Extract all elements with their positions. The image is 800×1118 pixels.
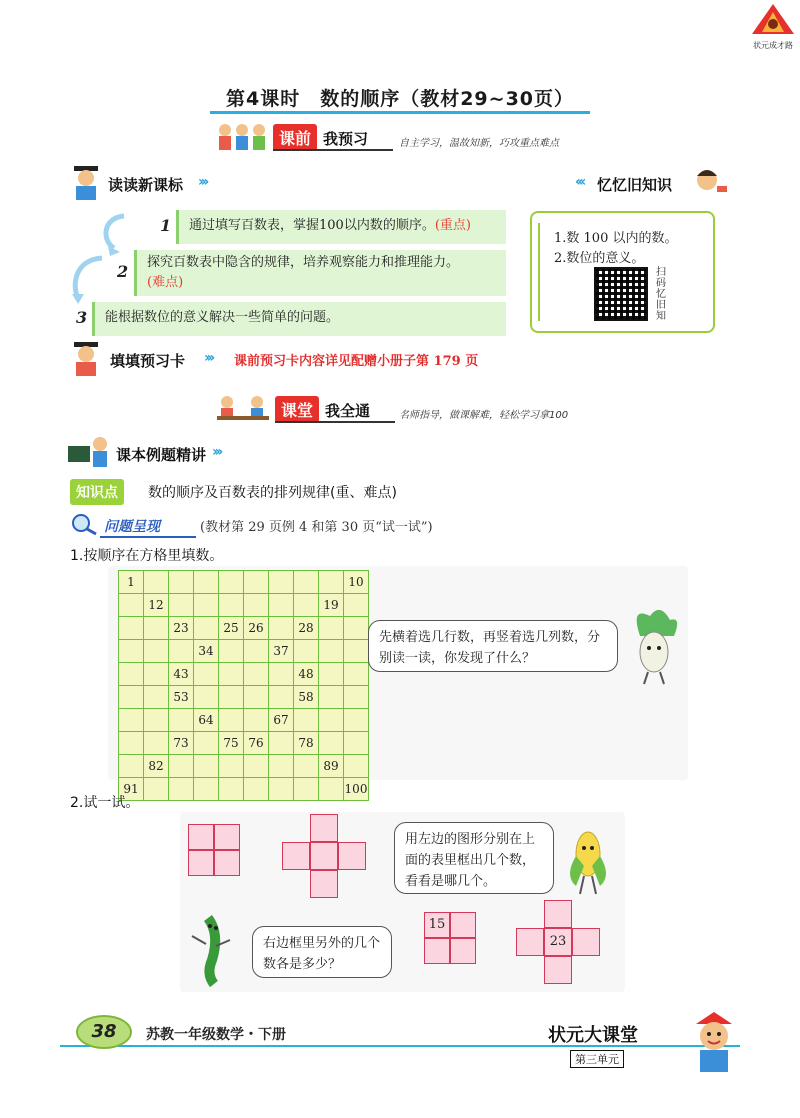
teacher-blackboard-icon: [68, 434, 112, 470]
hundred-chart-cell: [319, 778, 344, 801]
goal-1-text: 通过填写百数表，掌握100以内数的顺序。: [189, 218, 435, 233]
footer-brand: 状元大课堂: [548, 1025, 638, 1046]
goal-2-tag: (难点): [147, 275, 184, 290]
hundred-chart-cell: 10: [344, 571, 369, 594]
double-chevron-icon: ›››: [198, 174, 207, 190]
hundred-chart-cell: [244, 594, 269, 617]
hundred-chart-cell: 53: [169, 686, 194, 709]
hundred-chart-cell: [119, 755, 144, 778]
hundred-chart-cell: [244, 686, 269, 709]
hundred-chart-cell: [269, 617, 294, 640]
hundred-chart-cell: [194, 755, 219, 778]
hundred-chart-cell: [269, 732, 294, 755]
hundred-chart-cell: 67: [269, 709, 294, 732]
preview-card-header: [70, 340, 240, 376]
hundred-chart-cell: [169, 755, 194, 778]
cross-cell: [338, 842, 366, 870]
goal-1: [176, 210, 506, 244]
hundred-chart-cell: [219, 640, 244, 663]
hundred-chart: [118, 570, 369, 801]
hundred-chart-cell: [344, 732, 369, 755]
cross-cell: [544, 956, 572, 984]
hundred-chart-row: [119, 594, 369, 617]
hundred-chart-cell: 73: [169, 732, 194, 755]
logo-triangle-icon: [750, 2, 796, 36]
footer-book-title: 苏教一年级数学・下册: [146, 1027, 286, 1043]
preview-name: 我预习: [323, 130, 369, 148]
hundred-chart-cell: [269, 755, 294, 778]
cross-shape: [282, 814, 366, 898]
double-chevron-icon: ›››: [212, 444, 221, 460]
bean-character-icon: [186, 914, 236, 990]
magnifier-icon: [70, 512, 100, 536]
hundred-chart-cell: [269, 778, 294, 801]
hundred-chart-cell: [194, 571, 219, 594]
classroom-badge: 课堂: [275, 396, 319, 423]
review-item-1: 1.数 100 以内的数。: [554, 231, 678, 246]
students-reading-icon: [215, 122, 269, 152]
hundred-chart-row: [119, 732, 369, 755]
classroom-rule: [275, 421, 395, 423]
knowledge-point-badge: 知识点: [70, 479, 124, 505]
review-box: [530, 211, 715, 333]
hundred-chart-row: [119, 571, 369, 594]
hundred-chart-cell: 34: [194, 640, 219, 663]
hundred-chart-cell: [144, 709, 169, 732]
square-cell: [450, 912, 476, 938]
hundred-chart-cell: [269, 663, 294, 686]
cross-shape-filled: [516, 900, 600, 984]
hundred-chart-cell: [144, 732, 169, 755]
hundred-chart-row: [119, 663, 369, 686]
goal-2-number: 2: [117, 262, 129, 281]
preview-card-note: 课前预习卡内容详见配赠小册子第 179 页: [234, 354, 479, 369]
hundred-chart-cell: [119, 663, 144, 686]
lesson-title: 第4课时 数的顺序（教材29~30页）: [225, 88, 575, 110]
hundred-chart-cell: [219, 594, 244, 617]
hundred-chart-cell: [244, 778, 269, 801]
square-cell: [188, 850, 214, 876]
square-cell-value: 15: [424, 912, 450, 938]
hundred-chart-cell: [319, 732, 344, 755]
hundred-chart-cell: [294, 778, 319, 801]
hundred-chart-cell: [319, 709, 344, 732]
hundred-chart-row: [119, 778, 369, 801]
hundred-chart-cell: [194, 778, 219, 801]
review-header: [575, 164, 735, 200]
goal-2-text: 探究百数表中隐含的规律，培养观察能力和推理能力。: [147, 255, 460, 270]
square-shape: [188, 824, 244, 880]
goal-2: [134, 250, 506, 296]
cross-cell: [282, 842, 310, 870]
preview-header: [215, 122, 595, 152]
hundred-chart-cell: [344, 755, 369, 778]
hundred-chart-cell: [244, 571, 269, 594]
cross-cell: [310, 870, 338, 898]
hundred-chart-cell: 64: [194, 709, 219, 732]
hundred-chart-cell: [319, 686, 344, 709]
preview-slogan: 自主学习，温故知新，巧攻重点难点: [399, 138, 559, 149]
knowledge-point-text: 数的顺序及百数表的排列规律(重、难点): [148, 485, 397, 501]
hundred-chart-row: [119, 755, 369, 778]
hundred-chart-cell: [219, 778, 244, 801]
hundred-chart-cell: [244, 663, 269, 686]
hundred-chart-cell: 76: [244, 732, 269, 755]
square-cell: [214, 824, 240, 850]
hundred-chart-cell: [344, 640, 369, 663]
footer-line: [60, 1045, 740, 1047]
hundred-chart-cell: [344, 663, 369, 686]
hundred-chart-cell: 12: [144, 594, 169, 617]
hundred-chart-row: [119, 686, 369, 709]
hundred-chart-cell: [194, 617, 219, 640]
hundred-chart-cell: [344, 709, 369, 732]
double-chevron-left-icon: ‹‹‹: [575, 174, 584, 190]
cross-cell-value: 23: [544, 928, 572, 956]
hundred-chart-cell: 100: [344, 778, 369, 801]
hundred-chart-cell: [294, 571, 319, 594]
hundred-chart-cell: [294, 709, 319, 732]
hundred-chart-cell: [119, 732, 144, 755]
teacher-avatar-icon: [70, 340, 104, 376]
question-2-bubble-bottom: 右边框里另外的几个数各是多少？: [252, 926, 392, 978]
hundred-chart-cell: [144, 640, 169, 663]
hundred-chart-cell: [169, 640, 194, 663]
hundred-chart-cell: [319, 571, 344, 594]
goal-1-tag: (重点): [434, 218, 471, 233]
hundred-chart-cell: 25: [219, 617, 244, 640]
read-standards-header: [70, 164, 230, 200]
square-cell: [450, 938, 476, 964]
logo-text: 状元成才路: [753, 41, 793, 50]
hundred-chart-cell: [319, 663, 344, 686]
corn-character-icon: [562, 826, 612, 896]
footer-unit: 第三单元: [570, 1050, 624, 1068]
hundred-chart-cell: [269, 571, 294, 594]
hundred-chart-cell: [144, 571, 169, 594]
question-1-text: 1.按顺序在方格里填数。: [70, 548, 224, 564]
hundred-chart-cell: [344, 686, 369, 709]
examples-header: [68, 434, 238, 470]
hundred-chart-cell: 26: [244, 617, 269, 640]
question-2-text: 2.试一试。: [70, 795, 140, 811]
hundred-chart-cell: [144, 778, 169, 801]
qr-code[interactable]: [594, 267, 648, 321]
hundred-chart-cell: 48: [294, 663, 319, 686]
hundred-chart-cell: 1: [119, 571, 144, 594]
review-item-2: 2.数位的意义。: [554, 251, 645, 266]
hundred-chart-cell: [219, 571, 244, 594]
cross-cell: [572, 928, 600, 956]
teacher-avatar-icon: [70, 164, 104, 200]
hundred-chart-cell: [169, 778, 194, 801]
hundred-chart-cell: 58: [294, 686, 319, 709]
hundred-chart-cell: [169, 594, 194, 617]
page-number: 38: [76, 1015, 132, 1049]
hundred-chart-row: [119, 709, 369, 732]
hundred-chart-cell: [319, 640, 344, 663]
examples-label: 课本例题精讲: [116, 446, 207, 464]
cross-cell: [544, 900, 572, 928]
question-2-bubble-top: 用左边的图形分别在上面的表里框出几个数，看看是哪几个。: [394, 822, 554, 894]
goal-3: [92, 302, 506, 336]
hundred-chart-cell: [294, 755, 319, 778]
cross-cell: [516, 928, 544, 956]
students-desk-icon: [215, 394, 271, 424]
hundred-chart-cell: [194, 594, 219, 617]
hundred-chart-cell: 43: [169, 663, 194, 686]
hundred-chart-cell: [319, 617, 344, 640]
classroom-name: 我全通: [325, 402, 371, 420]
cross-cell: [310, 842, 338, 870]
hundred-chart-cell: [144, 686, 169, 709]
hundred-chart-cell: 37: [269, 640, 294, 663]
review-binding: [538, 223, 540, 321]
problem-reference: (教材第 29 页例 4 和第 30 页“试一试”): [200, 520, 433, 535]
hundred-chart-cell: [294, 640, 319, 663]
hundred-chart-cell: [344, 617, 369, 640]
hundred-chart-cell: [169, 709, 194, 732]
read-standards-label: 读读新课标: [108, 176, 184, 194]
hundred-chart-cell: [219, 663, 244, 686]
hundred-chart-cell: [119, 617, 144, 640]
hundred-chart-row: [119, 640, 369, 663]
brand-logo: [750, 2, 796, 48]
hundred-chart-cell: [119, 594, 144, 617]
hundred-chart-cell: [294, 594, 319, 617]
goal-3-text: 能根据数位的意义解决一些简单的问题。: [105, 310, 340, 325]
hundred-chart-cell: [244, 755, 269, 778]
hundred-chart-cell: [169, 571, 194, 594]
vegetable-character-icon: [620, 606, 682, 686]
hundred-chart-cell: [119, 709, 144, 732]
title-underline: [210, 111, 590, 114]
square-shape-filled: [424, 912, 480, 968]
goal-3-number: 3: [76, 308, 88, 327]
preview-rule: [273, 149, 393, 151]
square-cell: [214, 850, 240, 876]
child-avatar-icon: [689, 166, 729, 200]
double-chevron-icon: ›››: [204, 350, 213, 366]
problem-underline: [100, 536, 196, 538]
mascot-icon: [686, 1010, 742, 1076]
hundred-chart-cell: [119, 686, 144, 709]
hundred-chart-cell: [194, 663, 219, 686]
hundred-chart-cell: [269, 594, 294, 617]
classroom-slogan: 名师指导，做课解难，轻松学习拿100: [399, 410, 569, 421]
curved-arrows-icon: [62, 206, 132, 306]
hundred-chart-cell: [119, 640, 144, 663]
hundred-chart-cell: [194, 686, 219, 709]
square-cell: [424, 938, 450, 964]
hundred-chart-cell: 23: [169, 617, 194, 640]
hundred-chart-cell: [144, 663, 169, 686]
hundred-chart-cell: 75: [219, 732, 244, 755]
problem-label: 问题呈现: [104, 519, 160, 535]
hundred-chart-cell: 78: [294, 732, 319, 755]
review-label: 忆忆旧知识: [597, 176, 673, 194]
hundred-chart-cell: 28: [294, 617, 319, 640]
scan-text: 扫码忆旧知: [656, 267, 666, 322]
goal-1-number: 1: [160, 216, 172, 235]
hundred-chart-cell: [219, 755, 244, 778]
preview-badge: 课前: [273, 124, 317, 151]
hundred-chart-cell: [244, 709, 269, 732]
hundred-chart-cell: [219, 709, 244, 732]
hundred-chart-cell: 82: [144, 755, 169, 778]
hundred-chart-cell: 91: [119, 778, 144, 801]
hundred-chart-cell: [344, 594, 369, 617]
cross-cell: [310, 814, 338, 842]
hundred-chart-cell: 89: [319, 755, 344, 778]
preview-card-label: 填填预习卡: [110, 352, 186, 370]
hundred-chart-cell: [244, 640, 269, 663]
hundred-chart-cell: [219, 686, 244, 709]
hundred-chart-cell: [269, 686, 294, 709]
question-1-bubble: 先横着选几行数，再竖着选几列数，分别读一读，你发现了什么？: [368, 620, 618, 672]
hundred-chart-cell: 19: [319, 594, 344, 617]
classroom-header: [215, 394, 595, 424]
square-cell: [188, 824, 214, 850]
hundred-chart-row: [119, 617, 369, 640]
hundred-chart-cell: [194, 732, 219, 755]
hundred-chart-cell: [144, 617, 169, 640]
